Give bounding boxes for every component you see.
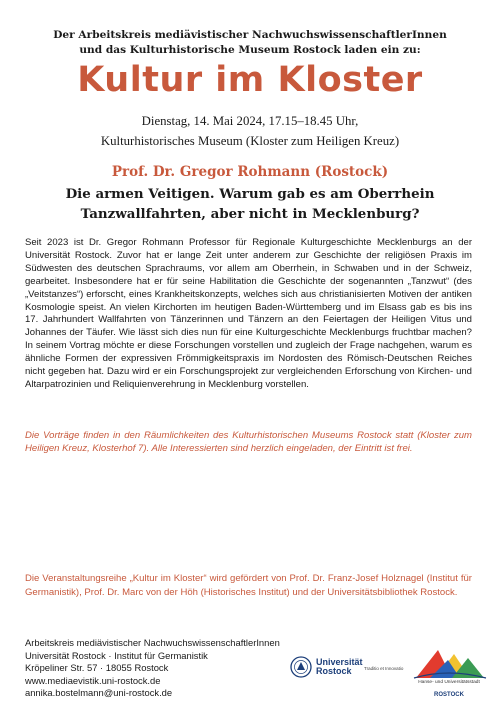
logo-row [290, 646, 490, 706]
university-wordmark-line-2: Rostock [316, 666, 352, 676]
event-details [0, 111, 500, 151]
hro-brand-label: ROSTOCK [434, 692, 464, 698]
intro-line-1: Der Arbeitskreis mediävistischer NachwuchswissenschaftlerInnen [53, 29, 447, 41]
funding-note: Die Veranstaltungsreihe „Kultur im Kloster“ wird gefördert von Prof. Dr. Franz-Josef Holznagel (Institut für Germanistik), Prof. Dr. Marc von der Höh (Historisches Institut) und der Universitätsbibliothek Rostock. [25, 573, 472, 598]
hansestadt-rostock-logo [408, 646, 490, 704]
university-wordmark-line-1: Universität [316, 657, 363, 667]
university-rostock-logo [290, 656, 402, 696]
event-datetime: Dienstag, 14. Mai 2024, 17.15–18.45 Uhr, [141, 114, 359, 128]
invitation-intro [0, 28, 500, 58]
venue-note: Die Vorträge finden in den Räumlichkeiten des Kulturhistorischen Museums Rostock statt (Kloster zum Heiligen Kreuz, Klosterhof 7). Alle Interessierten sind herzlich eingeladen, der Eintritt ist frei. [25, 430, 472, 454]
talk-title-line-1: Die armen Veitigen. Warum gab es am Oberrhein [65, 186, 435, 202]
university-emblem-icon [290, 656, 312, 678]
abstract-paragraph: Seit 2023 ist Dr. Gregor Rohmann Professor für Regionale Kulturgeschichte Mecklenburgs an der Universität Rostock. Zuvor hat er lange Zeit unter anderem zur Geschichte der religiösen Praxis im Südwesten des deutschen Sprachraums, vor allem am Oberrhein, in Schwaben und in der Schweiz, gearbeitet. Insbesondere hat er für seine Habilitation die Geschichte der sogenannten „Tanzwut“ (des „Veitstanzes“) erforscht, eines Krankheitskonzepts, welches sich aus christianisierten Motiven der antiken Kosmologie speist. An vielen Kirchorten im heutigen Baden-Württemberg und im Elsass gab es bis ins 17. Jahrhundert Wallfahrten von Tänzerinnen und Tänzern an den Feiertagen der Heiligen Vitus und Johannes der Täufer. Wie lässt sich dies nun für eine Kulturgeschichte Mecklenburgs fruchtbar machen? In seinem Vortrag möchte er diese Forschungen vorstellen und zugleich der Frage nachgehen, warum es ähnliche Formen der expressiven Frömmigkeitspraxis im Nordosten des Römisch-Deutschen Reiches nicht gegeben hat. Dazu wird er ein Forschungsprojekt zur vergleichenden Erforschung von Kirchen- und Altarpatrozinien und Reliquienverehrung in Mecklenburg vorstellen. [25, 237, 472, 390]
intro-line-2: und das Kulturhistorische Museum Rostock laden ein zu: [79, 44, 421, 56]
contact-email[interactable]: annika.bostelmann@uni-rostock.de [25, 687, 173, 699]
contact-address: Kröpeliner Str. 57 · 18055 Rostock [25, 662, 169, 674]
hro-city-label: Hanse- und Universitätsstadt [418, 680, 480, 685]
contact-website[interactable]: www.mediaevistik.uni-rostock.de [25, 674, 161, 686]
contact-institute: Universität Rostock · Institut für Germanistik [25, 649, 208, 661]
event-series-title: Kultur im Kloster [77, 60, 423, 100]
contact-block [25, 637, 305, 700]
university-wordmark [316, 658, 363, 676]
speaker-name: Prof. Dr. Gregor Rohmann (Rostock) [111, 164, 389, 180]
talk-title [0, 184, 500, 224]
contact-org: Arbeitskreis mediävistischer NachwuchswissenschaftlerInnen [25, 637, 280, 648]
event-location: Kulturhistorisches Museum (Kloster zum Heiligen Kreuz) [100, 134, 400, 148]
talk-title-line-2: Tanzwallfahrten, aber nicht in Mecklenburg? [80, 206, 420, 222]
university-tagline: Traditio et Innovatio [364, 666, 404, 671]
rostock-emblem-icon [408, 646, 490, 680]
